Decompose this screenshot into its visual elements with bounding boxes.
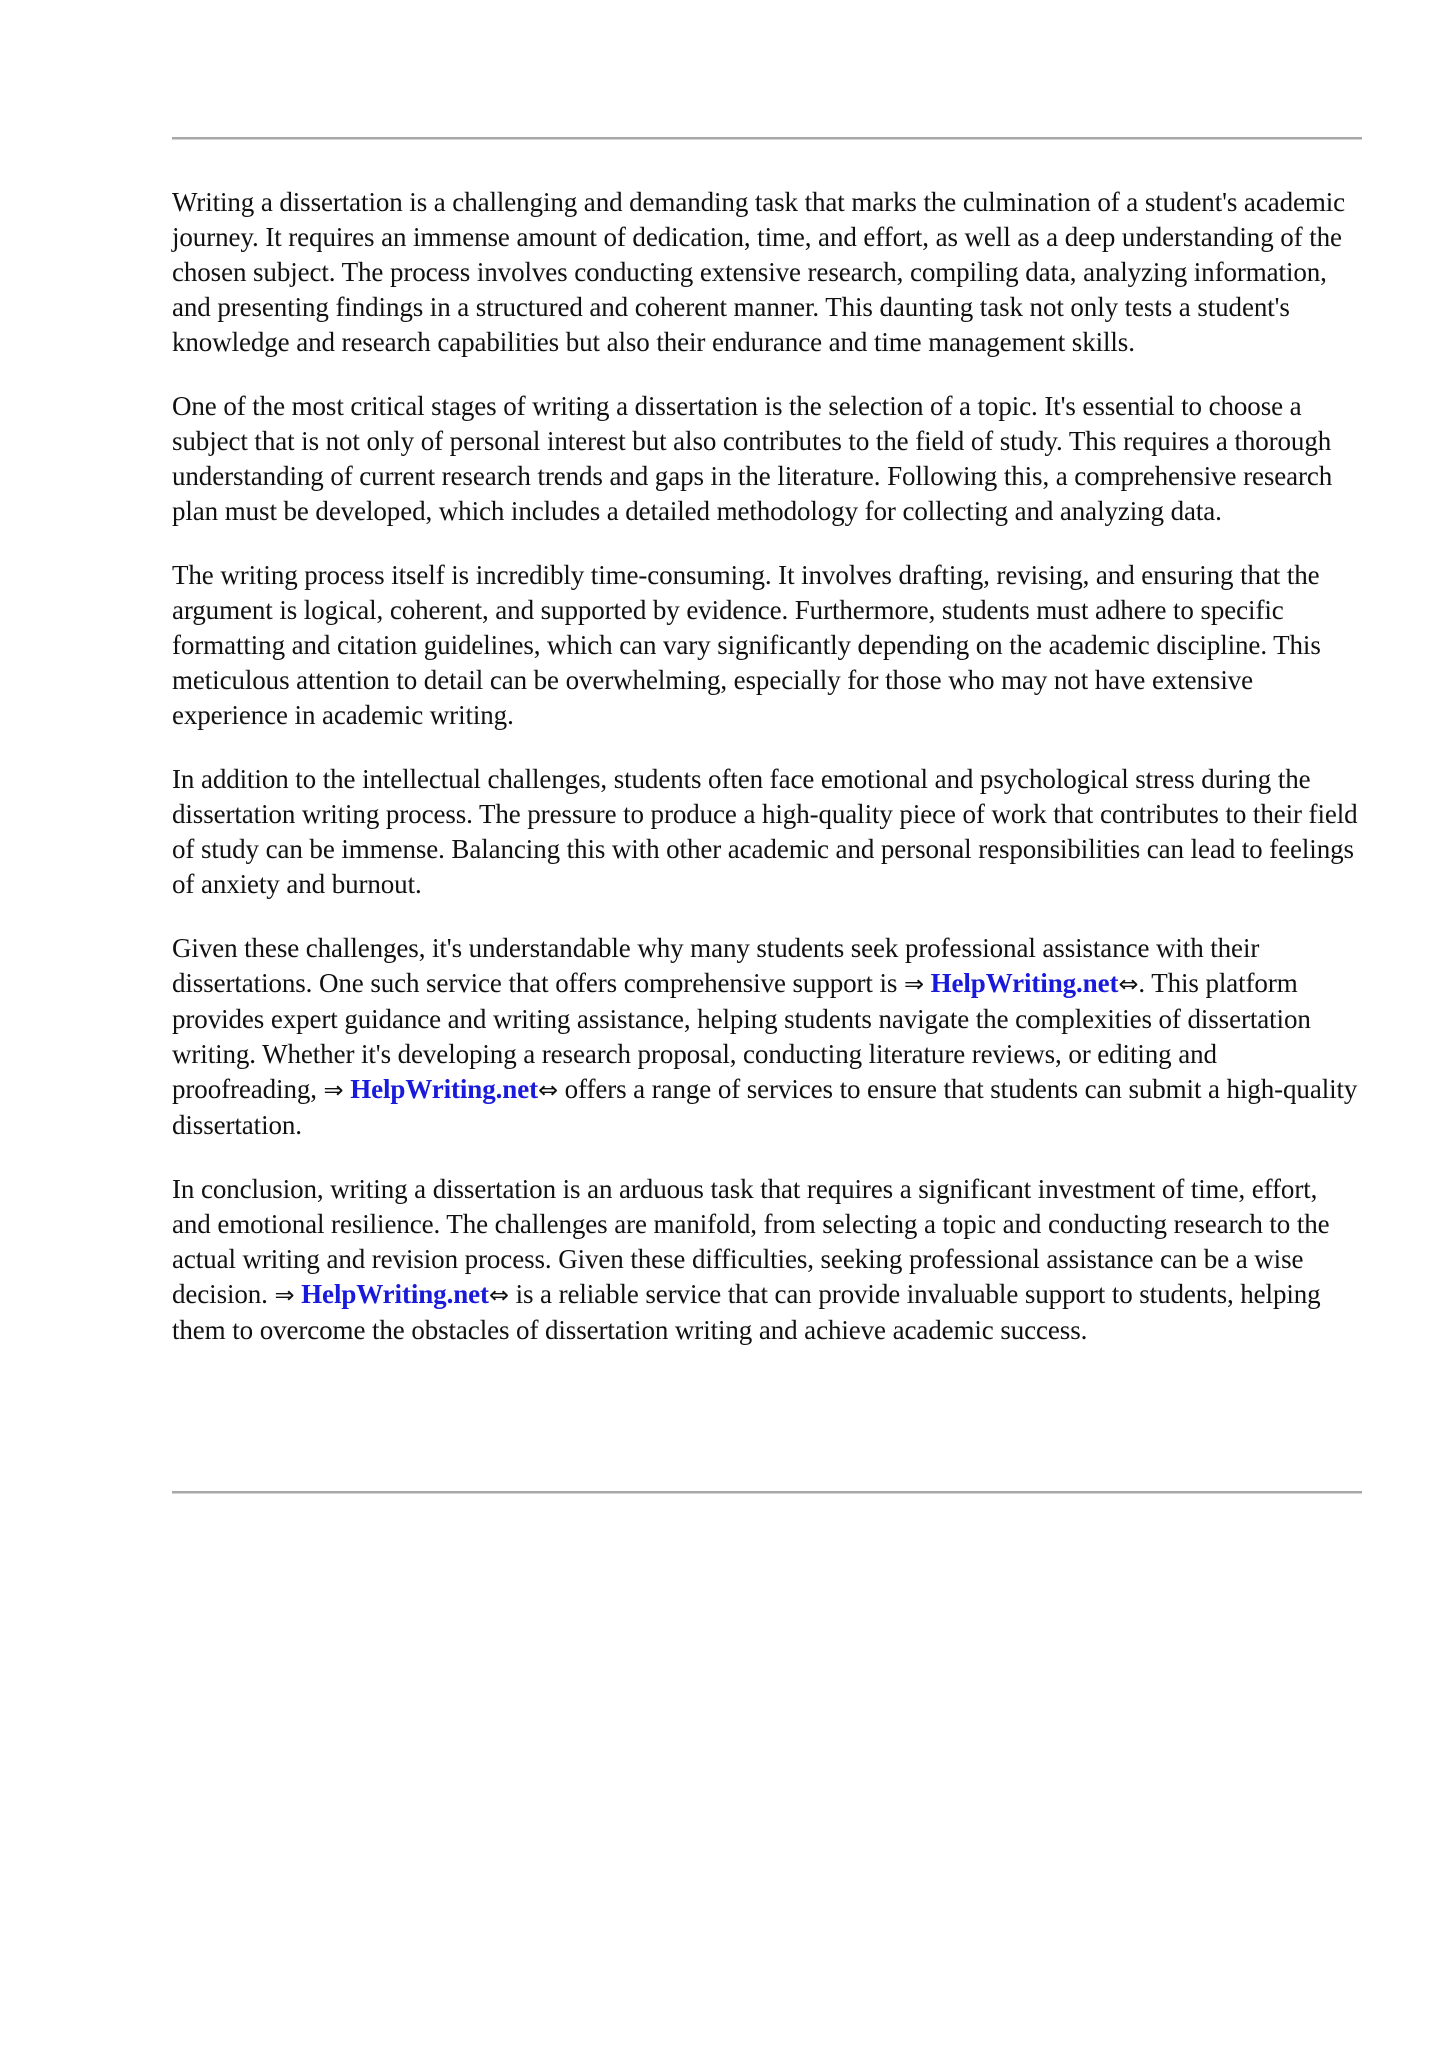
paragraph-writing-process: The writing process itself is incredibly time-consuming. It involves drafting, revising, and ensuring that the argument is logical, coherent, and supported by evidence. Furthermore, students must adhere to specific formatting and citation guidelines, which can vary significantly depending on the academic discipline. This meticulous attention to detail can be overwhelming, especially for those who may not have extensive experience in academic writing. xyxy=(172,560,1321,730)
paragraph-intro: Writing a dissertation is a challenging and demanding task that marks the culmination of a student's academic journey. It requires an immense amount of dedication, time, and effort, as well as a deep understanding of the chosen subject. The process involves conducting extensive research, compiling data, analyzing information, and presenting findings in a structured and coherent manner. This daunting task not only tests a student's knowledge and research capabilities but also their endurance and time management skills. xyxy=(172,187,1346,357)
paragraph-text-segment: . This platform provides expert guidance and writing assistance, helping students navigate the complexities of dissertation writing. Whether it's developing a research proposal, conducting literature reviews, or editing and proofreading, xyxy=(172,968,1311,1104)
paragraph-professional-assistance xyxy=(172,931,1362,1143)
top-horizontal-rule xyxy=(172,137,1362,140)
paragraph-text-segment: offers a range of services to ensure that students can submit a high-quality dissertation. xyxy=(172,1074,1358,1140)
helpwriting-link[interactable]: HelpWriting.net xyxy=(930,968,1119,998)
helpwriting-link[interactable]: HelpWriting.net xyxy=(350,1074,538,1104)
paragraph-text-segment: is a reliable service that can provide invaluable support to students, helping them to overcome the obstacles of dissertation writing and achieve academic success. xyxy=(172,1279,1321,1345)
right-double-arrow-icon: ⇒ xyxy=(903,970,924,998)
paragraph-topic-selection: One of the most critical stages of writing a dissertation is the selection of a topic. It's essential to choose a subject that is not only of personal interest but also contributes to the field of study. This requires a thorough understanding of current research trends and gaps in the literature. Following this, a comprehensive research plan must be developed, which includes a detailed methodology for collecting and analyzing data. xyxy=(172,391,1333,526)
left-right-double-arrow-icon: ⇔ xyxy=(488,1281,509,1309)
left-right-double-arrow-icon: ⇔ xyxy=(537,1076,558,1104)
paragraph-text-segment: In conclusion, writing a dissertation is an arduous task that requires a significant investment of time, effort, and emotional resilience. The challenges are manifold, from selecting a topic and conducting research to the actual writing and revision process. Given these difficulties, seeking professional assistance can be a wise decision. xyxy=(172,1174,1330,1309)
left-right-double-arrow-icon: ⇔ xyxy=(1118,970,1139,998)
right-double-arrow-icon: ⇒ xyxy=(274,1281,295,1309)
paragraph-text-segment: Given these challenges, it's understandable why many students seek professional assistance with their dissertations. One such service that offers comprehensive support is xyxy=(172,933,1260,998)
bottom-horizontal-rule xyxy=(172,1491,1362,1494)
paragraph-emotional-stress: In addition to the intellectual challenges, students often face emotional and psychological stress during the dissertation writing process. The pressure to produce a high-quality piece of work that contributes to their field of study can be immense. Balancing this with other academic and personal responsibilities can lead to feelings of anxiety and burnout. xyxy=(172,764,1358,899)
helpwriting-link[interactable]: HelpWriting.net xyxy=(301,1279,489,1309)
right-double-arrow-icon: ⇒ xyxy=(323,1076,344,1104)
paragraph-conclusion xyxy=(172,1172,1362,1348)
document-body xyxy=(172,185,1362,1377)
